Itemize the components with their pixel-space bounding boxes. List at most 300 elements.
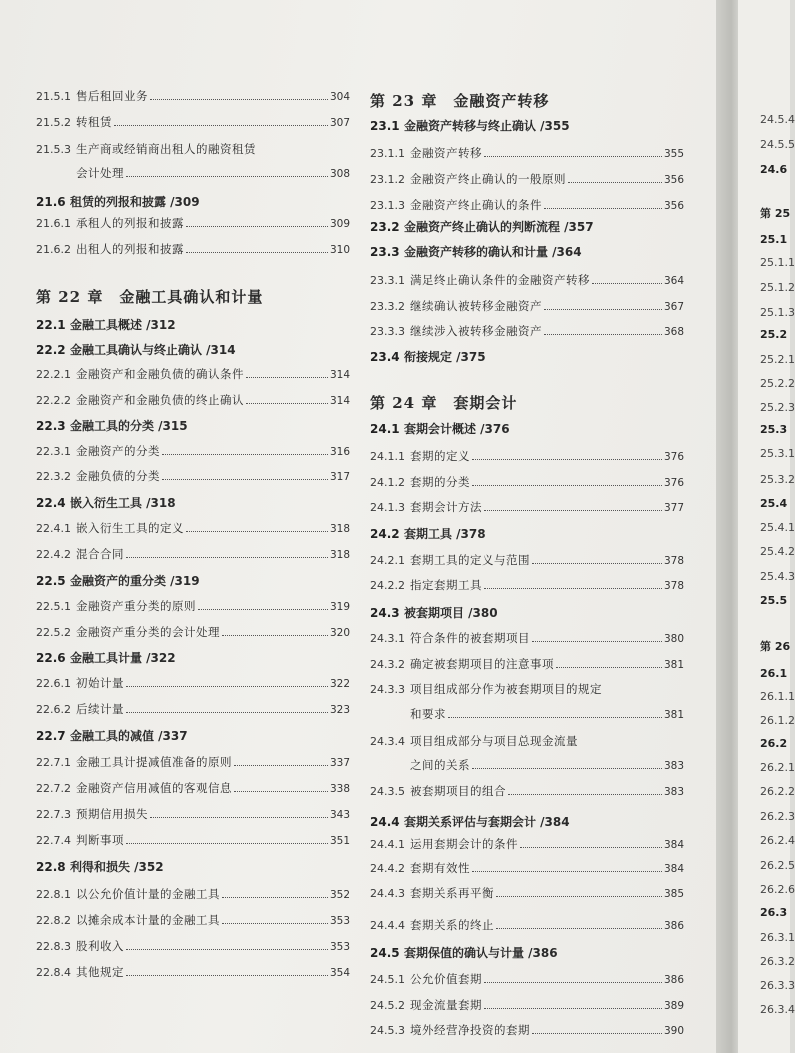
dot-leader (544, 333, 662, 335)
entry-number: 21.5.3 (36, 143, 71, 156)
entry-title: 金融工具的分类 /315 (70, 419, 188, 433)
entry-title: 套期会计方法 (410, 500, 482, 514)
left-subsection-entry (36, 886, 350, 902)
entry-number: 24.4.2 (370, 862, 405, 875)
entry-title: 金融资产转移的确认和计量 /364 (404, 245, 582, 259)
dot-leader (532, 1032, 662, 1034)
left-subsection-entry (36, 392, 350, 408)
right-subsection-entry (370, 298, 684, 314)
entry-title: 金融资产的重分类 /319 (70, 574, 200, 588)
adjacent-page-entry: 25.2.3 (760, 401, 795, 414)
entry-number: 21.6 (36, 195, 66, 209)
entry-number: 24.3.5 (370, 785, 405, 798)
page-number: 317 (329, 471, 350, 483)
adjacent-page-entry: 26.3.2 (760, 955, 795, 968)
entry-number: 22.5.2 (36, 626, 71, 639)
right-subsection-entry (370, 733, 684, 749)
left-chapter-heading (36, 286, 350, 307)
dot-leader (150, 816, 328, 818)
entry-title: 满足终止确认条件的金融资产转移 (410, 273, 590, 287)
entry-number: 24.4.4 (370, 919, 405, 932)
dot-leader (568, 181, 662, 183)
adjacent-page-entry: 26.2.4 (760, 834, 795, 847)
entry-number: 23.1.3 (370, 199, 405, 212)
left-subsection-entry (36, 964, 350, 980)
left-subsection-entry (36, 780, 350, 796)
entry-number: 21.5.2 (36, 116, 71, 129)
page-number: 377 (663, 502, 684, 514)
entry-title: 其他规定 (76, 965, 124, 979)
entry-title: 继续涉入被转移金融资产 (410, 324, 542, 338)
adjacent-page-entry: 26.2.5 (760, 859, 795, 872)
entry-number: 24.4.3 (370, 887, 405, 900)
page-number: 323 (329, 704, 350, 716)
dot-leader (126, 175, 328, 177)
entry-title: 套期的定义 (410, 449, 470, 463)
left-subsection-entry (36, 215, 350, 231)
page-number: 378 (663, 555, 684, 567)
left-subsection-entry (36, 701, 350, 717)
entry-title: 金融资产信用减值的客观信息 (76, 781, 232, 795)
right-subsection-entry (370, 681, 684, 697)
dot-leader (484, 155, 662, 157)
entry-title: 项目组成部分与项目总现金流量 (410, 734, 578, 748)
entry-number: 23.1 (370, 119, 400, 133)
dot-leader (496, 895, 662, 897)
entry-number: 24.1.3 (370, 501, 405, 514)
right-subsection-entry (370, 971, 684, 987)
entry-title: 初始计量 (76, 676, 124, 690)
right-subsection-entry (370, 860, 684, 876)
dot-leader (246, 376, 328, 378)
adjacent-page-entry: 25.2.2 (760, 377, 795, 390)
page-number: 355 (663, 148, 684, 160)
entry-number: 22.7.2 (36, 782, 71, 795)
adjacent-page-entry: 25.4.2 (760, 545, 795, 558)
right-subsection-entry (370, 836, 684, 852)
entry-number: 22.4.1 (36, 522, 71, 535)
dot-leader (448, 716, 662, 718)
page-number: 383 (663, 786, 684, 798)
page-number: 386 (663, 974, 684, 986)
entry-title: 金融工具计量 /322 (70, 651, 176, 665)
adjacent-page-entry: 26.1.1 (760, 690, 795, 703)
left-subsection-entry (36, 598, 350, 614)
page-number: 319 (329, 601, 350, 613)
entry-title: 金融资产重分类的原则 (76, 599, 196, 613)
entry-number: 24.1.1 (370, 450, 405, 463)
right-section-entry (370, 420, 684, 437)
entry-title: 项目组成部分作为被套期项目的规定 (410, 682, 602, 696)
page-number: 381 (663, 709, 684, 721)
entry-number: 24.5.3 (370, 1024, 405, 1037)
dot-leader (126, 974, 328, 976)
dot-leader (126, 556, 328, 558)
left-subsection-entry (36, 754, 350, 770)
right-section-entry (370, 525, 684, 542)
adjacent-page-entry: 25.3.1 (760, 447, 795, 460)
left-section-entry (36, 858, 350, 875)
dot-leader (592, 282, 662, 284)
dot-leader (222, 922, 328, 924)
page-number: 343 (329, 809, 350, 821)
left-subsection-entry (36, 443, 350, 459)
adjacent-page-entry: 第 25 (760, 207, 791, 220)
right-subsection-entry (370, 448, 684, 464)
entry-number: 22.7.4 (36, 834, 71, 847)
entry-number: 22.6 (36, 651, 66, 665)
left-subsection-entry (36, 546, 350, 562)
entry-title: 套期有效性 (410, 861, 470, 875)
dot-leader (150, 98, 328, 100)
entry-title: 金融资产重分类的会计处理 (76, 625, 220, 639)
entry-title: 套期工具 /378 (404, 527, 486, 541)
right-section-entry (370, 243, 684, 260)
dot-leader (520, 846, 662, 848)
entry-title: 套期保值的确认与计量 /386 (404, 946, 558, 960)
left-subsection-entry (36, 520, 350, 536)
page-number: 318 (329, 523, 350, 535)
right-subsection-entry (370, 885, 684, 901)
right-section-entry (370, 218, 684, 235)
right-subsection-entry (370, 997, 684, 1013)
adjacent-page-entry: 25.4.3 (760, 570, 795, 583)
page-number: 367 (663, 301, 684, 313)
entry-number: 24.4 (370, 815, 400, 829)
right-chapter-heading (370, 90, 684, 111)
entry-title: 以摊余成本计量的金融工具 (76, 913, 220, 927)
dot-leader (484, 587, 662, 589)
page-number: 352 (329, 889, 350, 901)
entry-title: 第 22 章 金融工具确认和计量 (36, 288, 264, 306)
entry-title: 混合合同 (76, 547, 124, 561)
right-section-entry (370, 604, 684, 621)
entry-title: 金融工具确认与终止确认 /314 (70, 343, 236, 357)
dot-leader (222, 634, 328, 636)
page-number: 378 (663, 580, 684, 592)
dot-leader (186, 530, 328, 532)
dot-leader (162, 478, 328, 480)
entry-number: 23.4 (370, 350, 400, 364)
entry-title: 嵌入衍生工具的定义 (76, 521, 184, 535)
entry-title: 套期会计概述 /376 (404, 422, 510, 436)
page-number: 314 (329, 395, 350, 407)
page-number: 337 (329, 757, 350, 769)
dot-leader (234, 790, 328, 792)
entry-number: 22.5.1 (36, 600, 71, 613)
adjacent-page-entry: 25.2 (760, 328, 788, 341)
dot-leader (544, 207, 662, 209)
page-number: 390 (663, 1025, 684, 1037)
right-subsection-entry (370, 474, 684, 490)
adjacent-page-entry: 26.1.2 (760, 714, 795, 727)
dot-leader (234, 764, 328, 766)
right-subsection-entry (370, 499, 684, 515)
page-number: 381 (663, 659, 684, 671)
entry-number: 24.5.2 (370, 999, 405, 1012)
right-subsection-entry (370, 917, 684, 933)
entry-title: 境外经营净投资的套期 (410, 1023, 530, 1037)
left-section-entry (36, 341, 350, 358)
entry-number: 23.1.2 (370, 173, 405, 186)
dot-leader (496, 927, 662, 929)
page-number: 364 (663, 275, 684, 287)
entry-number: 24.2 (370, 527, 400, 541)
entry-title: 出租人的列报和披露 (76, 242, 184, 256)
entry-title: 金融资产终止确认的判断流程 /357 (404, 220, 594, 234)
adjacent-page-entry: 26.2.6 (760, 883, 795, 896)
adjacent-page-entry: 26.2.1 (760, 761, 795, 774)
right-subsection-entry (370, 1022, 684, 1038)
right-subsection-entry (370, 630, 684, 646)
left-subsection-entry (36, 141, 350, 157)
entry-number: 22.6.1 (36, 677, 71, 690)
page-number: 383 (663, 760, 684, 772)
entry-number: 22.7.3 (36, 808, 71, 821)
dot-leader (222, 896, 328, 898)
right-subsection-entry (370, 272, 684, 288)
entry-number: 23.3.3 (370, 325, 405, 338)
entry-number: 22.8.1 (36, 888, 71, 901)
entry-title: 套期关系再平衡 (410, 886, 494, 900)
entry-title: 嵌入衍生工具 /318 (70, 496, 176, 510)
adjacent-page-entry: 25.1.2 (760, 281, 795, 294)
entry-number: 22.8.3 (36, 940, 71, 953)
left-subsection-entry (36, 88, 350, 104)
entry-title: 符合条件的被套期项目 (410, 631, 530, 645)
dot-leader (126, 842, 328, 844)
adjacent-page-entry: 26.3.1 (760, 931, 795, 944)
adjacent-page-entry: 25.4 (760, 497, 788, 510)
dot-leader (126, 711, 328, 713)
dot-leader (114, 124, 328, 126)
page-number: 389 (663, 1000, 684, 1012)
entry-title: 判断事项 (76, 833, 124, 847)
left-subsection-entry (36, 832, 350, 848)
adjacent-page-entry: 26.3.3 (760, 979, 795, 992)
right-section-entry (370, 944, 684, 961)
entry-number: 24.3.2 (370, 658, 405, 671)
right-subsection-entry (370, 656, 684, 672)
page-number: 310 (329, 244, 350, 256)
adjacent-page-entry: 25.1.1 (760, 256, 795, 269)
dot-leader (484, 1007, 662, 1009)
left-section-entry (36, 572, 350, 589)
left-section-entry (36, 193, 350, 210)
entry-title: 第 24 章 套期会计 (370, 394, 518, 412)
entry-title: 套期的分类 (410, 475, 470, 489)
entry-title: 运用套期会计的条件 (410, 837, 518, 851)
entry-title: 被套期项目 /380 (404, 606, 498, 620)
entry-title: 金融资产终止确认的条件 (410, 198, 542, 212)
entry-title: 继续确认被转移金融资产 (410, 299, 542, 313)
dot-leader (246, 402, 328, 404)
entry-number: 22.8.4 (36, 966, 71, 979)
adjacent-page-entry: 25.1.3 (760, 306, 795, 319)
entry-title: 确定被套期项目的注意事项 (410, 657, 554, 671)
page-number: 384 (663, 839, 684, 851)
entry-number: 22.5 (36, 574, 66, 588)
adjacent-page-entry: 26.2 (760, 737, 788, 750)
right-section-entry (370, 348, 684, 365)
entry-number: 22.8.2 (36, 914, 71, 927)
entry-number: 23.3.2 (370, 300, 405, 313)
entry-title: 售后租回业务 (76, 89, 148, 103)
page-number: 354 (329, 967, 350, 979)
page-number: 322 (329, 678, 350, 690)
entry-title: 金融资产转移 (410, 146, 482, 160)
page-number: 386 (663, 920, 684, 932)
left-subsection-entry (36, 468, 350, 484)
entry-title: 现金流量套期 (410, 998, 482, 1012)
right-subsection-entry (370, 171, 684, 187)
entry-number: 23.3.1 (370, 274, 405, 287)
right-subsection-entry (370, 197, 684, 213)
page-number: 385 (663, 888, 684, 900)
adjacent-page-entry: 26.3.4 (760, 1003, 795, 1016)
entry-title: 金融资产的分类 (76, 444, 160, 458)
left-section-entry (36, 494, 350, 511)
entry-title: 租赁的列报和披露 /309 (70, 195, 200, 209)
entry-number: 22.2.2 (36, 394, 71, 407)
adjacent-page-entry: 25.4.1 (760, 521, 795, 534)
adjacent-page-entry: 25.2.1 (760, 353, 795, 366)
adjacent-page-entry: 24.5.5 (760, 138, 795, 151)
page-number: 309 (329, 218, 350, 230)
right-subsection-entry (370, 783, 684, 799)
dot-leader (544, 308, 662, 310)
left-subsection-entry (36, 366, 350, 382)
entry-number: 22.3 (36, 419, 66, 433)
entry-title: 第 23 章 金融资产转移 (370, 92, 550, 110)
adjacent-page-entry: 第 26 (760, 640, 791, 653)
dot-leader (556, 666, 662, 668)
adjacent-page-entry: 25.1 (760, 233, 788, 246)
entry-title: 指定套期工具 (410, 578, 482, 592)
entry-number: 22.2 (36, 343, 66, 357)
page-number: 376 (663, 451, 684, 463)
entry-title: 后续计量 (76, 702, 124, 716)
entry-number: 22.7 (36, 729, 66, 743)
dot-leader (472, 767, 662, 769)
dot-leader (508, 793, 662, 795)
left-subsection-entry (36, 624, 350, 640)
entry-title: 生产商或经销商出租人的融资租赁 (76, 142, 256, 156)
page-number: 356 (663, 174, 684, 186)
page-number: 384 (663, 863, 684, 875)
entry-title: 金融工具计提减值准备的原则 (76, 755, 232, 769)
entry-title: 股利收入 (76, 939, 124, 953)
entry-number: 21.6.1 (36, 217, 71, 230)
page-number: 368 (663, 326, 684, 338)
entry-number: 21.6.2 (36, 243, 71, 256)
page-number: 356 (663, 200, 684, 212)
entry-title: 金融资产转移与终止确认 /355 (404, 119, 570, 133)
entry-title: 之间的关系 (410, 758, 470, 772)
entry-title: 和要求 (410, 707, 446, 721)
right-section-entry (370, 813, 684, 830)
left-subsection-entry (36, 675, 350, 691)
entry-number: 22.3.2 (36, 470, 71, 483)
page-number: 353 (329, 915, 350, 927)
dot-leader (186, 225, 328, 227)
entry-number: 24.3.3 (370, 683, 405, 696)
dot-leader (532, 562, 662, 564)
adjacent-page-edge (738, 0, 795, 1053)
entry-title: 套期工具的定义与范围 (410, 553, 530, 567)
entry-number: 22.8 (36, 860, 66, 874)
page-number: 380 (663, 633, 684, 645)
entry-number: 24.1 (370, 422, 400, 436)
entry-number: 22.4 (36, 496, 66, 510)
entry-number: 24.1.2 (370, 476, 405, 489)
left-section-entry (36, 417, 350, 434)
entry-title: 金融资产终止确认的一般原则 (410, 172, 566, 186)
page-number: 376 (663, 477, 684, 489)
left-subsection-entry (36, 165, 350, 181)
entry-number: 22.1 (36, 318, 66, 332)
left-section-entry (36, 316, 350, 333)
entry-title: 套期关系评估与套期会计 /384 (404, 815, 570, 829)
right-subsection-entry (370, 552, 684, 568)
entry-number: 21.5.1 (36, 90, 71, 103)
dot-leader (472, 870, 662, 872)
entry-number: 22.4.2 (36, 548, 71, 561)
entry-number: 23.2 (370, 220, 400, 234)
right-section-entry (370, 117, 684, 134)
entry-title: 以公允价值计量的金融工具 (76, 887, 220, 901)
adjacent-page-entry: 26.2.2 (760, 785, 795, 798)
entry-title: 衔接规定 /375 (404, 350, 486, 364)
entry-number: 22.3.1 (36, 445, 71, 458)
left-subsection-entry (36, 114, 350, 130)
entry-title: 金融资产和金融负债的终止确认 (76, 393, 244, 407)
left-section-entry (36, 727, 350, 744)
entry-number: 22.6.2 (36, 703, 71, 716)
left-subsection-entry (36, 241, 350, 257)
right-chapter-heading (370, 392, 684, 413)
entry-title: 金融负债的分类 (76, 469, 160, 483)
left-section-entry (36, 649, 350, 666)
page-number: 318 (329, 549, 350, 561)
dot-leader (186, 251, 328, 253)
dot-leader (162, 453, 328, 455)
adjacent-page-entry: 26.2.3 (760, 810, 795, 823)
entry-title: 利得和损失 /352 (70, 860, 164, 874)
entry-number: 24.3 (370, 606, 400, 620)
entry-number: 23.1.1 (370, 147, 405, 160)
entry-number: 24.3.4 (370, 735, 405, 748)
left-subsection-entry (36, 938, 350, 954)
entry-number: 22.7.1 (36, 756, 71, 769)
entry-number: 23.3 (370, 245, 400, 259)
dot-leader (484, 981, 662, 983)
entry-number: 24.3.1 (370, 632, 405, 645)
dot-leader (472, 484, 662, 486)
right-subsection-entry (370, 706, 684, 722)
entry-title: 金融工具概述 /312 (70, 318, 176, 332)
page-number: 314 (329, 369, 350, 381)
page-number: 304 (329, 91, 350, 103)
dot-leader (198, 608, 328, 610)
dot-leader (532, 640, 662, 642)
adjacent-page-entry: 25.5 (760, 594, 788, 607)
entry-title: 承租人的列报和披露 (76, 216, 184, 230)
entry-number: 22.2.1 (36, 368, 71, 381)
entry-title: 转租赁 (76, 115, 112, 129)
entry-title: 会计处理 (76, 166, 124, 180)
right-subsection-entry (370, 757, 684, 773)
